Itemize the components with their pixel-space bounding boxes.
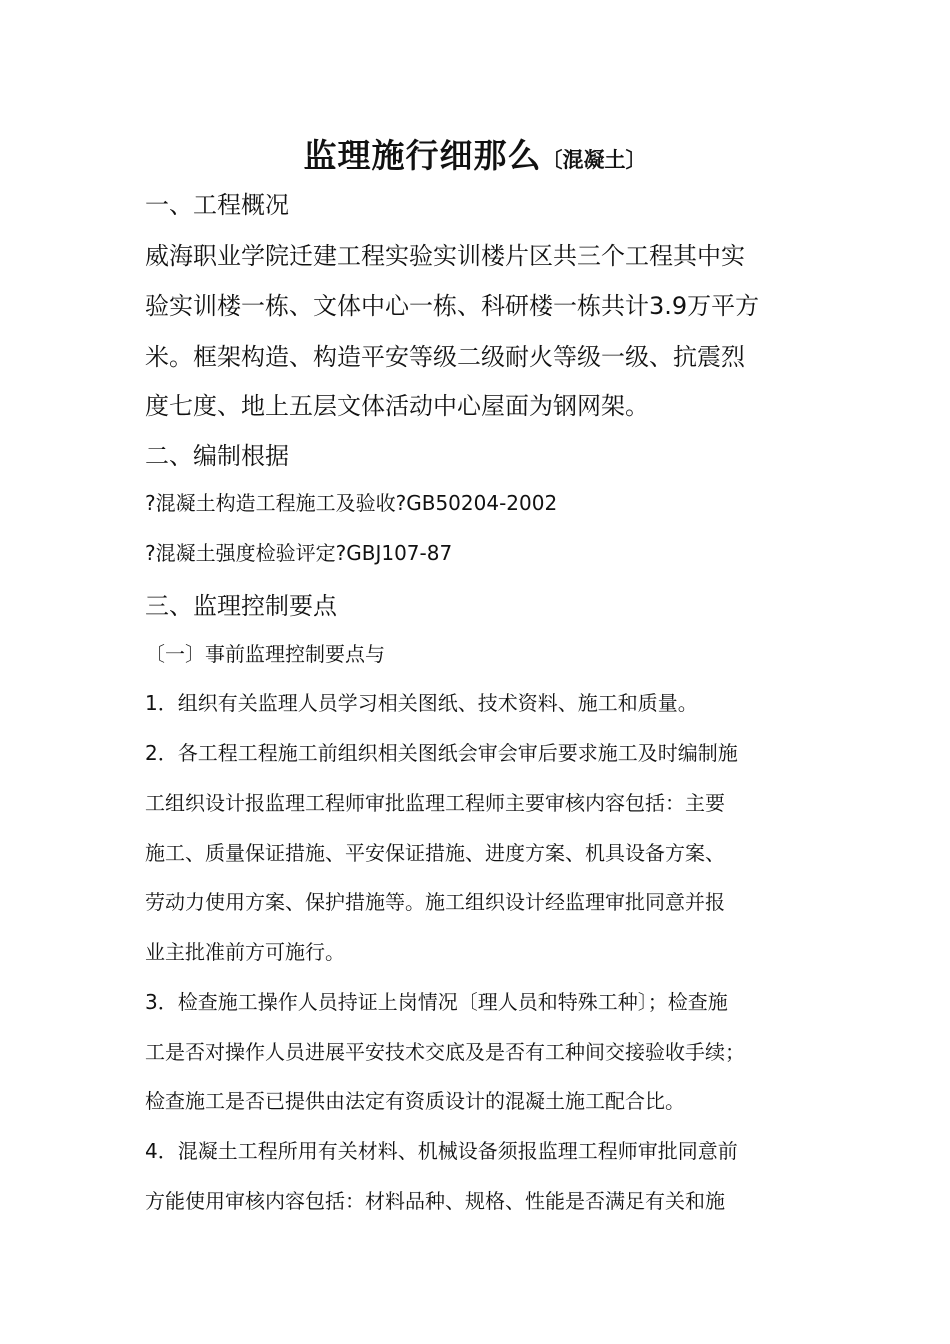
list-item-line: 工组织设计报监理工程师审批监理工程师主要审核内容包括：主要 (145, 791, 725, 815)
list-item-line: 工是否对操作人员进展平安技术交底及是否有工种间交接验收手续； (145, 1040, 745, 1064)
section-heading-control-points: 三、监理控制要点 (145, 592, 337, 620)
reference-item: ?混凝土构造工程施工及验收?GB50204-2002 (145, 491, 558, 515)
section-heading-overview: 一、工程概况 (145, 191, 289, 219)
list-item-line: 2．各工程工程施工前组织相关图纸会审会审后要求施工及时编制施 (145, 741, 738, 765)
list-item-line: 业主批准前方可施行。 (145, 940, 345, 964)
title-main: 监理施行细那么 (303, 136, 542, 175)
list-item-line: 1．组织有关监理人员学习相关图纸、技术资料、施工和质量。 (145, 691, 698, 715)
title-subtitle: 〔混凝土〕 (541, 148, 647, 172)
reference-item: ?混凝土强度检验评定?GBJ107-87 (145, 541, 453, 565)
section-heading-basis: 二、编制根据 (145, 442, 289, 470)
paragraph-line: 米。框架构造、构造平安等级二级耐火等级一级、抗震烈 (145, 343, 745, 371)
list-item-line: 劳动力使用方案、保护措施等。施工组织设计经监理审批同意并报 (145, 890, 725, 914)
document-title (0, 130, 950, 177)
list-item-line: 3．检查施工操作人员持证上岗情况〔理人员和特殊工种〕；检查施 (145, 990, 728, 1014)
paragraph-line: 威海职业学院迁建工程实验实训楼片区共三个工程其中实 (145, 242, 745, 270)
list-item-line: 检查施工是否已提供由法定有资质设计的混凝土施工配合比。 (145, 1089, 685, 1113)
list-item-line: 4．混凝土工程所用有关材料、机械设备须报监理工程师审批同意前 (145, 1139, 738, 1163)
paragraph-line: 度七度、地上五层文体活动中心屋面为钢网架。 (145, 392, 649, 420)
subsection-heading: 〔一〕事前监理控制要点与 (145, 642, 385, 666)
paragraph-line: 验实训楼一栋、文体中心一栋、科研楼一栋共计3.9万平方 (145, 292, 760, 320)
list-item-line: 施工、质量保证措施、平安保证措施、进度方案、机具设备方案、 (145, 841, 725, 865)
list-item-line: 方能使用审核内容包括：材料品种、规格、性能是否满足有关和施 (145, 1189, 725, 1213)
